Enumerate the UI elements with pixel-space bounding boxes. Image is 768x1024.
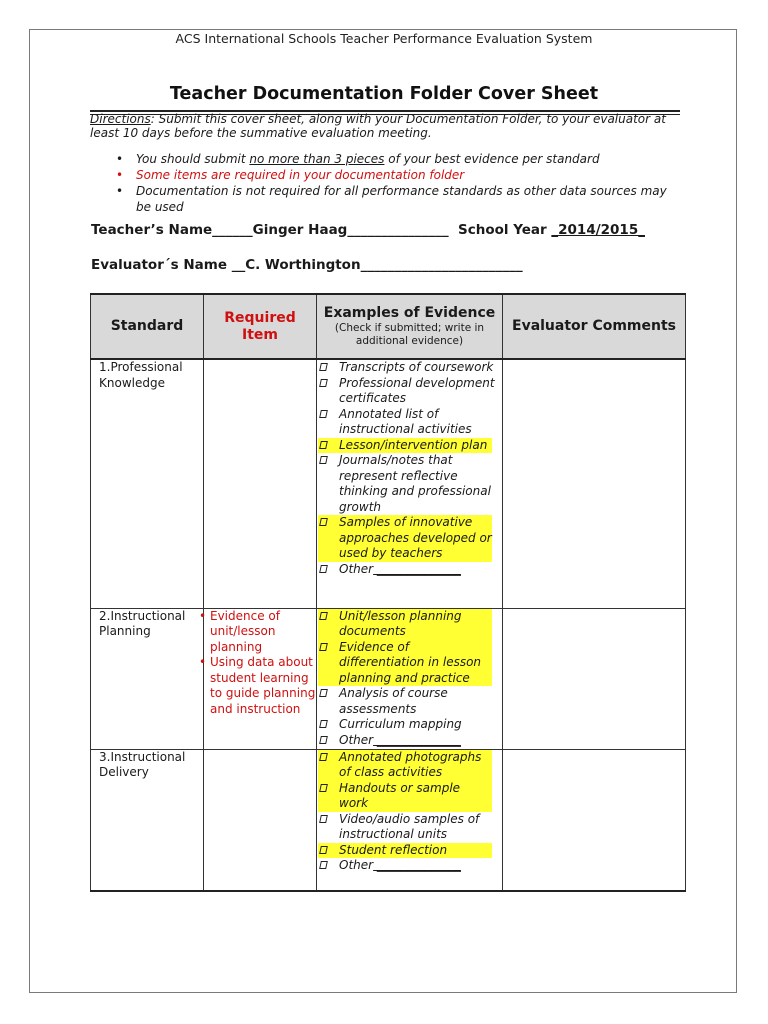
other-blank-field[interactable]: ______________ (373, 732, 461, 747)
evidence-label: Video/audio samples of instructional units (339, 811, 480, 841)
evidence-item (318, 562, 502, 578)
evidence-label: Professional development certificates (339, 375, 495, 405)
instruction-text: You should submit (136, 152, 250, 166)
evidence-item (318, 686, 502, 717)
teacher-name-value: ______Ginger Haag_______________ (212, 222, 449, 238)
evidence-label: Handouts or sample work (339, 780, 461, 810)
instructions-list (112, 151, 682, 215)
instruction-text: of your best evidence per standard (384, 152, 600, 166)
header-required-item: Required Item (204, 294, 317, 359)
evidence-label: Other (339, 858, 374, 872)
system-header: ACS International Schools Teacher Performance Evaluation System (175, 31, 593, 46)
teacher-name-line (91, 222, 645, 238)
evidence-label: Journals/notes that represent reflective thinking and professional growth (339, 453, 491, 514)
directions-text: : Submit this cover sheet, along with your Documentation Folder, to your evaluator at least 10 days before the summative evaluation meeting. (90, 112, 666, 140)
evidence-label: Samples of innovative approaches developed or used by teachers (339, 515, 492, 560)
table-row (91, 749, 686, 891)
document-title: Teacher Documentation Folder Cover Sheet (169, 84, 599, 104)
evidence-item (318, 360, 502, 376)
header-examples (317, 294, 503, 359)
school-year-label: School Year (458, 222, 552, 238)
checkbox-icon[interactable] (319, 612, 328, 620)
evidence-cell (317, 608, 503, 749)
checkbox-icon[interactable] (319, 379, 328, 387)
evidence-cell (317, 359, 503, 608)
evaluator-comments-cell[interactable] (503, 359, 686, 608)
evidence-item (318, 407, 502, 438)
table-row (91, 359, 686, 608)
evidence-label: Lesson/intervention plan (339, 437, 488, 452)
directions-paragraph (90, 112, 685, 140)
table-row (91, 608, 686, 749)
checkbox-icon[interactable] (319, 456, 328, 464)
instruction-item (112, 183, 682, 215)
evaluator-comments-cell[interactable] (503, 749, 686, 891)
checkbox-icon[interactable] (319, 753, 328, 761)
evidence-cell (317, 749, 503, 891)
evidence-list (318, 360, 502, 577)
standard-cell: 2.Instructional Planning (91, 608, 204, 749)
evaluator-comments-cell[interactable] (503, 608, 686, 749)
checkbox-icon[interactable] (319, 736, 328, 744)
evidence-item (318, 640, 492, 687)
evidence-item (318, 453, 502, 515)
evidence-item (318, 438, 492, 454)
instruction-item (112, 151, 682, 167)
evidence-list (318, 609, 502, 749)
evidence-label: Evidence of differentiation in lesson planning and practice (339, 639, 482, 685)
evidence-label: Other (339, 732, 374, 747)
evidence-table (90, 293, 686, 892)
standard-cell: 1.Professional Knowledge (91, 359, 204, 608)
directions-label: Directions (90, 112, 151, 126)
teacher-name-label: Teacher’s Name (91, 222, 213, 238)
evaluator-name-label: Evaluator´s Name (91, 257, 232, 273)
evidence-label: Annotated photographs of class activities (339, 749, 482, 779)
evidence-item (318, 515, 492, 562)
evidence-label: Student reflection (339, 842, 448, 857)
evidence-label: Transcripts of coursework (339, 360, 494, 374)
instruction-item-required (112, 167, 682, 183)
header-examples-title: Examples of Evidence (323, 305, 496, 321)
evaluator-name-line (91, 257, 523, 273)
school-year-value: _2014/2015_ (551, 222, 645, 238)
evidence-item (318, 843, 492, 859)
instruction-text: Some items are required in your documentation folder (136, 168, 465, 182)
evidence-item (318, 781, 492, 812)
checkbox-icon[interactable] (319, 720, 328, 728)
checkbox-icon[interactable] (319, 363, 328, 371)
evidence-list (318, 750, 502, 874)
document-page (29, 29, 737, 993)
table-body (91, 359, 686, 891)
evidence-item (318, 717, 502, 733)
checkbox-icon[interactable] (319, 846, 328, 854)
checkbox-icon[interactable] (319, 518, 328, 526)
table-header-row (91, 294, 686, 359)
evidence-label: Annotated list of instructional activities (339, 406, 472, 436)
evidence-label: Other (339, 561, 374, 576)
checkbox-icon[interactable] (319, 410, 328, 418)
instruction-emphasis: no more than 3 pieces (249, 152, 385, 166)
required-item-cell (204, 359, 317, 608)
checkbox-icon[interactable] (319, 689, 328, 697)
evidence-item (318, 609, 492, 640)
header-evaluator-comments: Evaluator Comments (503, 294, 686, 359)
header-examples-note: (Check if submitted; write in additional evidence) (334, 322, 485, 347)
required-item: • Evidence of unit/lesson planning (204, 609, 316, 656)
other-blank-field[interactable]: ______________ (373, 858, 461, 872)
standard-cell: 3.Instructional Delivery (91, 749, 204, 891)
other-blank-field[interactable]: ______________ (373, 561, 461, 576)
checkbox-icon[interactable] (319, 784, 328, 792)
checkbox-icon[interactable] (319, 565, 328, 573)
required-item-cell (204, 749, 317, 891)
instruction-text: Documentation is not required for all performance standards as other data sources may be used (136, 184, 667, 214)
required-item: • Using data about student learning to guide planning and instruction (204, 655, 316, 717)
required-item-cell (204, 608, 317, 749)
checkbox-icon[interactable] (319, 861, 328, 869)
evaluator-name-value: __C. Worthington________________________ (231, 257, 523, 273)
checkbox-icon[interactable] (319, 441, 328, 449)
evidence-label: Analysis of course assessments (339, 686, 448, 716)
evidence-item (318, 858, 502, 874)
checkbox-icon[interactable] (319, 815, 328, 823)
evidence-item (318, 750, 492, 781)
evidence-label: Unit/lesson planning documents (339, 608, 462, 638)
evidence-item (318, 733, 502, 749)
checkbox-icon[interactable] (319, 643, 328, 651)
evidence-label: Curriculum mapping (339, 717, 462, 731)
evidence-item (318, 376, 502, 407)
header-standard: Standard (91, 294, 204, 359)
required-item-list (204, 609, 316, 718)
evidence-item (318, 812, 502, 843)
